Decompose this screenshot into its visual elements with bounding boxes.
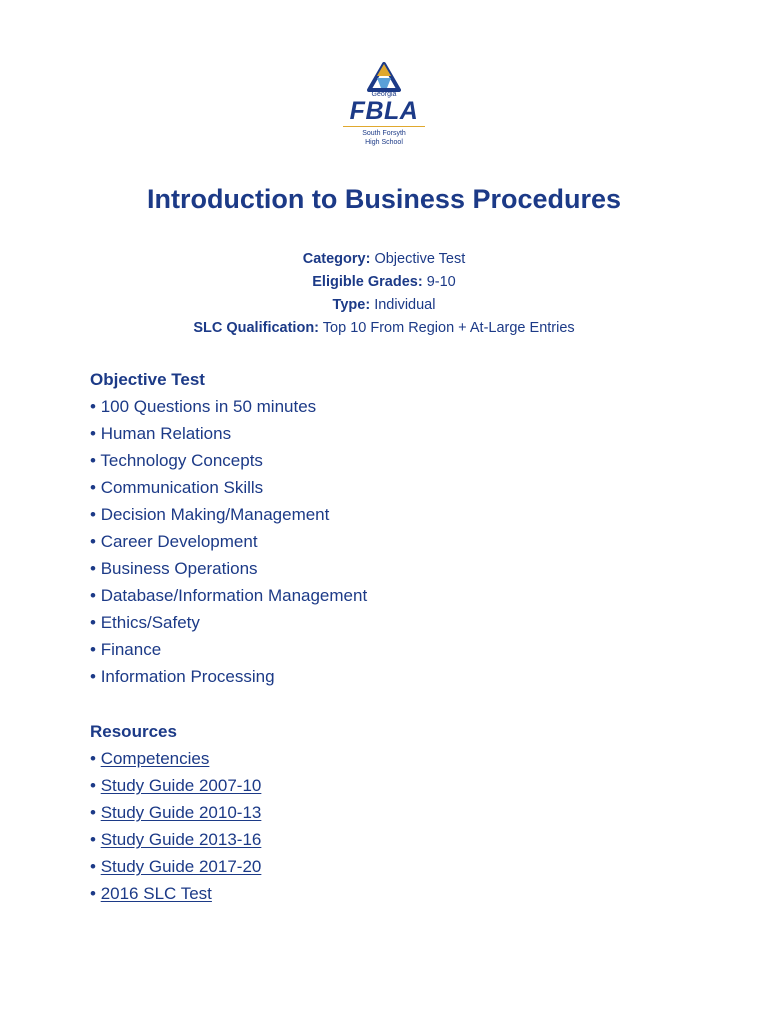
meta-type (0, 294, 768, 317)
meta-type-label: Type: (332, 297, 371, 313)
bullet: • (90, 749, 96, 768)
list-item-text: Information Processing (100, 667, 275, 686)
meta-slc-value: Top 10 From Region + At-Large Entries (322, 320, 575, 336)
list-item (90, 609, 690, 636)
logo-divider (343, 126, 425, 127)
list-item (90, 528, 690, 555)
meta-category (0, 248, 768, 271)
bullet: • (90, 857, 96, 876)
study-guide-2010-13-link[interactable]: Study Guide 2010-13 (100, 803, 262, 822)
fbla-triangle-icon (367, 62, 401, 92)
list-item-text: Finance (100, 640, 162, 659)
meta-grades (0, 271, 768, 294)
list-item-text: Career Development (100, 532, 258, 551)
bullet: • (90, 451, 96, 470)
bullet: • (90, 532, 96, 551)
list-item (90, 799, 690, 826)
bullet: • (90, 776, 96, 795)
list-item (90, 880, 690, 907)
list-item-text: Ethics/Safety (100, 613, 200, 632)
competencies-link[interactable]: Competencies (100, 749, 210, 768)
page-title: Introduction to Business Procedures (146, 184, 622, 214)
list-item (90, 393, 690, 420)
bullet: • (90, 424, 96, 443)
bullet: • (90, 613, 96, 632)
bullet: • (90, 884, 96, 903)
meta-grades-value: 9-10 (426, 274, 456, 290)
objective-test-list (90, 393, 690, 690)
list-item (90, 663, 690, 690)
list-item-text: 100 Questions in 50 minutes (100, 397, 317, 416)
list-item-text: Communication Skills (100, 478, 264, 497)
objective-test-section (90, 366, 690, 690)
list-item (90, 853, 690, 880)
list-item-text: Database/Information Management (100, 586, 368, 605)
logo-school-line2: High School (365, 139, 403, 146)
list-item-text: Technology Concepts (100, 451, 263, 470)
bullet: • (90, 830, 96, 849)
study-guide-2017-20-link[interactable]: Study Guide 2017-20 (100, 857, 262, 876)
logo-state: Georgia (371, 91, 397, 98)
bullet: • (90, 559, 96, 578)
study-guide-2013-16-link[interactable]: Study Guide 2013-16 (100, 830, 262, 849)
bullet: • (90, 667, 96, 686)
bullet: • (90, 803, 96, 822)
bullet: • (90, 505, 96, 524)
list-item (90, 501, 690, 528)
bullet: • (90, 640, 96, 659)
list-item-text: Human Relations (100, 424, 232, 443)
list-item (90, 636, 690, 663)
event-meta (0, 248, 768, 340)
resources-heading: Resources (90, 722, 177, 741)
bullet: • (90, 397, 96, 416)
meta-category-value: Objective Test (374, 251, 466, 267)
logo-school-line1: South Forsyth (362, 130, 406, 137)
resources-section (90, 718, 690, 907)
fbla-logo (340, 62, 428, 162)
list-item (90, 582, 690, 609)
list-item (90, 420, 690, 447)
slc-test-2016-link[interactable]: 2016 SLC Test (100, 884, 212, 903)
list-item (90, 772, 690, 799)
list-item (90, 474, 690, 501)
objective-test-heading: Objective Test (90, 370, 205, 389)
list-item-text: Business Operations (100, 559, 258, 578)
logo-name: FBLA (349, 97, 419, 125)
list-item (90, 826, 690, 853)
list-item (90, 447, 690, 474)
meta-type-value: Individual (374, 297, 436, 313)
meta-grades-label: Eligible Grades: (312, 274, 423, 290)
list-item (90, 555, 690, 582)
meta-slc (0, 317, 768, 340)
study-guide-2007-10-link[interactable]: Study Guide 2007-10 (100, 776, 262, 795)
bullet: • (90, 478, 96, 497)
bullet: • (90, 586, 96, 605)
meta-slc-label: SLC Qualification: (193, 320, 319, 336)
list-item-text: Decision Making/Management (100, 505, 330, 524)
meta-category-label: Category: (302, 251, 371, 267)
list-item (90, 745, 690, 772)
resources-list (90, 745, 690, 907)
